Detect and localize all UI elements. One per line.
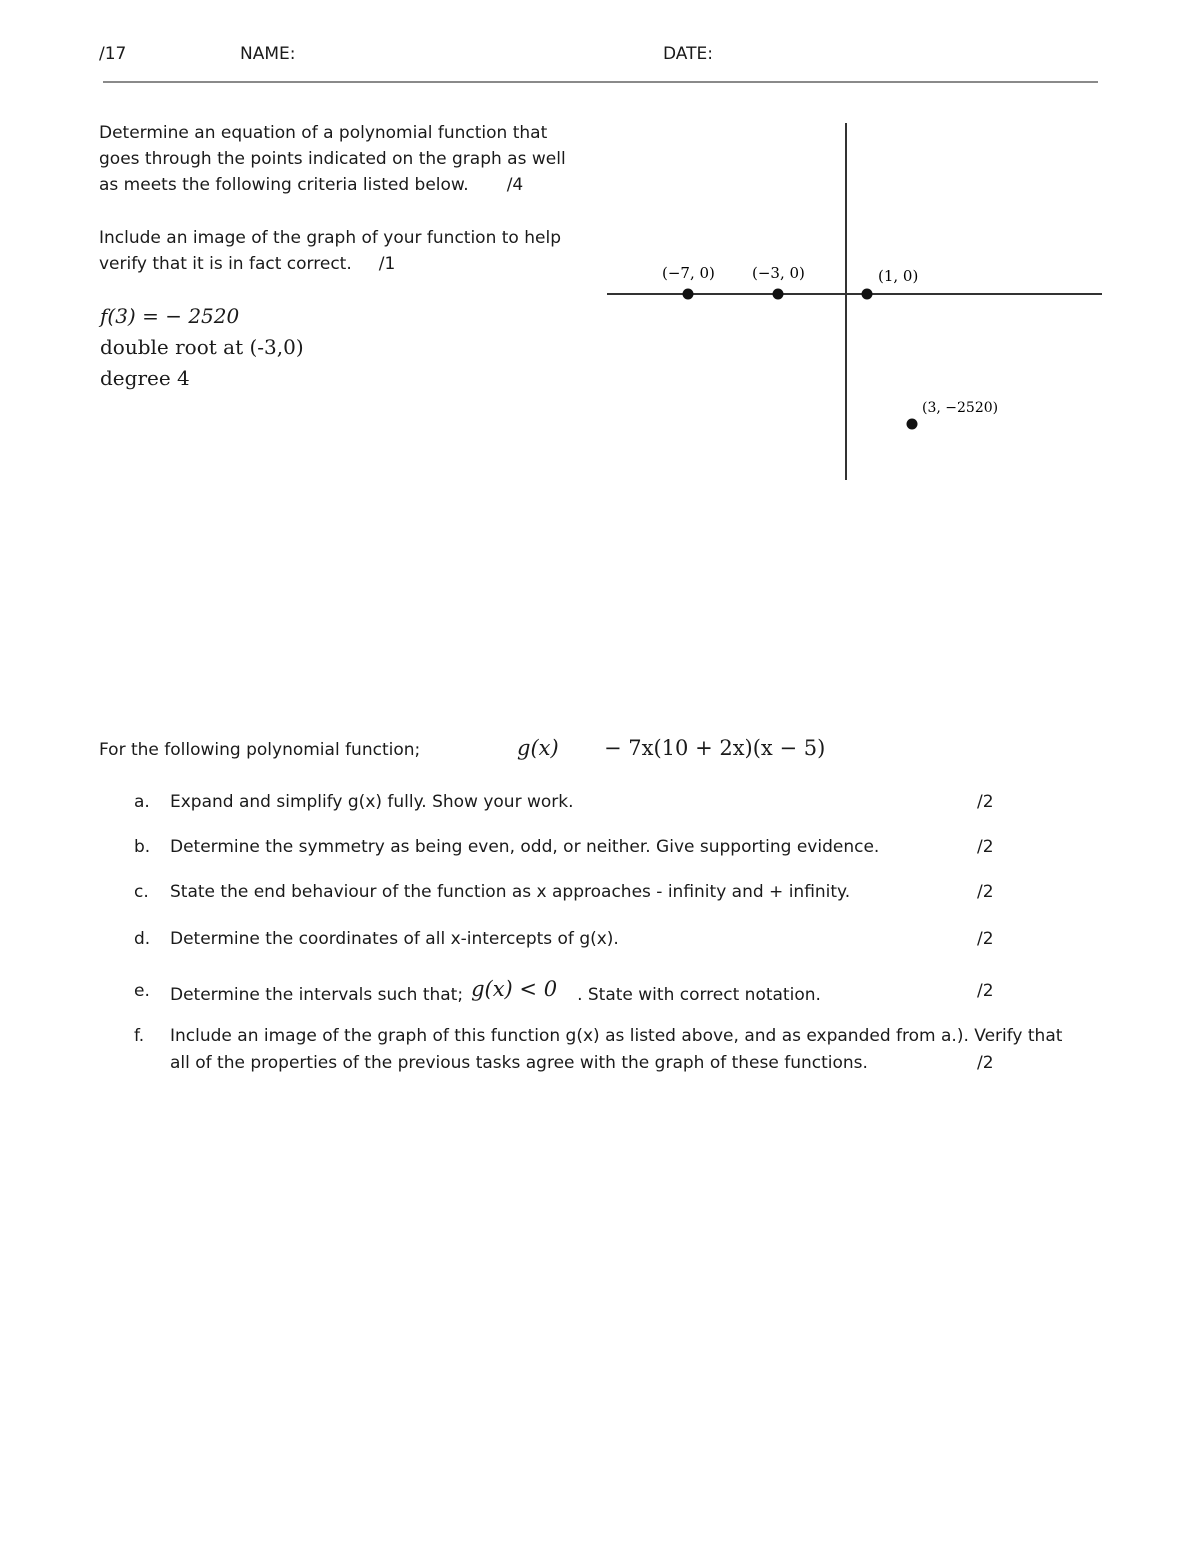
criterion-value: f(3) = − 2520	[100, 304, 240, 328]
task-score: /2	[977, 792, 994, 812]
date-label: DATE:	[663, 44, 713, 64]
graph-score: /1	[378, 254, 396, 274]
point-label: (−3, 0)	[752, 264, 805, 282]
question1-criteria	[100, 301, 304, 394]
intro-line: goes through the points indicated on the graph as well	[99, 149, 566, 169]
point-1	[862, 289, 873, 300]
point-neg7	[683, 289, 694, 300]
question2-intro: For the following polynomial function;	[99, 740, 421, 760]
task-score: /2	[977, 981, 994, 1001]
intro-score: /4	[506, 175, 524, 195]
header-divider	[103, 81, 1098, 83]
task-text: Determine the coordinates of all x-intercepts of g(x).	[170, 929, 619, 949]
task-letter: f.	[134, 1026, 145, 1046]
function-expression: − 7x(10 + 2x)(x − 5)	[604, 736, 826, 760]
criterion-double-root: double root at (-3,0)	[100, 335, 304, 359]
graph-line: Include an image of the graph of your function to help	[99, 228, 561, 248]
point-label: (3, −2520)	[922, 400, 999, 416]
point-label: (−7, 0)	[662, 264, 715, 282]
total-score: /17	[99, 44, 127, 64]
task-letter: d.	[134, 929, 151, 949]
task-text: State the end behaviour of the function as x approaches - infinity and + infinity.	[170, 882, 851, 902]
task-letter: c.	[134, 882, 149, 902]
task-text: Expand and simplify g(x) fully. Show your work.	[170, 792, 574, 812]
intro-line: as meets the following criteria listed below. /4	[99, 175, 524, 195]
name-label: NAME:	[240, 44, 296, 64]
function-name: g(x)	[517, 736, 559, 760]
task-score: /2	[977, 837, 994, 857]
point-neg3	[773, 289, 784, 300]
task-score: /2	[977, 1053, 994, 1073]
task-letter: e.	[134, 981, 150, 1001]
question1-intro	[99, 120, 599, 198]
task-text: Determine the symmetry as being even, odd, or neither. Give supporting evidence.	[170, 837, 880, 857]
graph-line: verify that it is in fact correct. /1	[99, 254, 396, 274]
point-label: (1, 0)	[878, 267, 919, 285]
question1-graph-instruction	[99, 225, 599, 277]
inequality-math: g(x) < 0	[471, 977, 558, 1001]
points-graph	[600, 115, 1110, 485]
task-text-line: Include an image of the graph of this function g(x) as listed above, and as expanded from a.). Verify that	[170, 1026, 1063, 1046]
intro-line: Determine an equation of a polynomial function that	[99, 123, 548, 143]
task-score: /2	[977, 882, 994, 902]
task-letter: a.	[134, 792, 150, 812]
point-3-neg2520	[907, 419, 918, 430]
task-text: Determine the intervals such that; g(x) < 0 . State with correct notation.	[170, 977, 821, 1005]
criterion-degree: degree 4	[100, 366, 190, 390]
task-letter: b.	[134, 837, 151, 857]
task-score: /2	[977, 929, 994, 949]
task-text-line: all of the properties of the previous tasks agree with the graph of these functions.	[170, 1053, 868, 1073]
